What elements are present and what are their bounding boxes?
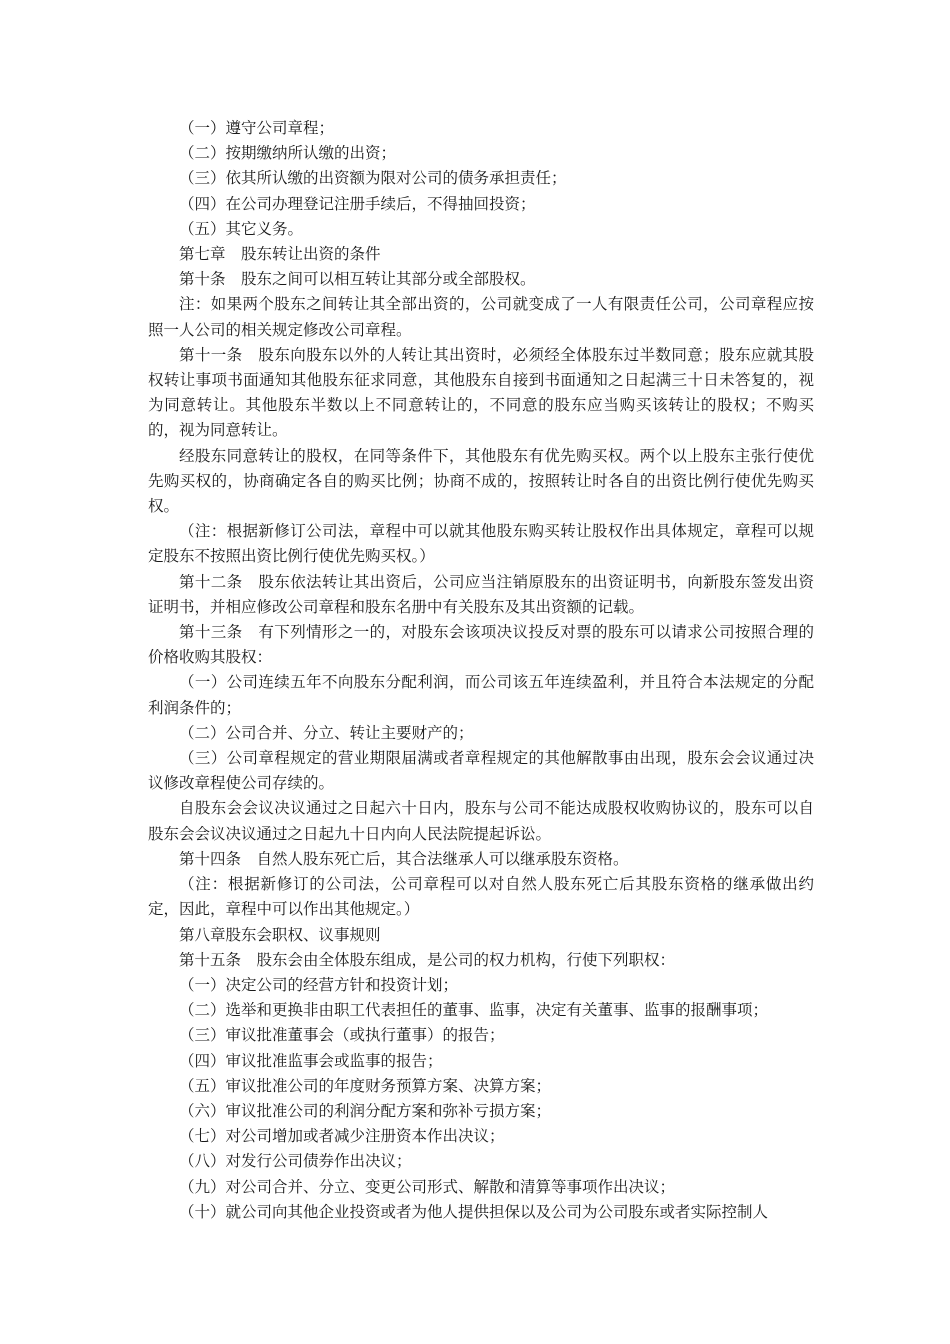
article-13: 第十三条 有下列情形之一的，对股东会该项决议投反对票的股东可以请求公司按照合理的价格收购其股权： [148, 623, 814, 667]
paragraph: （一）决定公司的经营方针和投资计划； [179, 975, 459, 994]
paragraph: （二）选举和更换非由职工代表担任的董事、监事，决定有关董事、监事的报酬事项； [179, 1001, 769, 1020]
paragraph: （四）在公司办理登记注册手续后，不得抽回投资； [179, 194, 536, 213]
paragraph: （一）遵守公司章程； [179, 119, 335, 137]
article-12: 第十二条 股东依法转让其出资后，公司应当注销原股东的出资证明书，向新股东签发出资证明书，并相应修改公司章程和股东名册中有关股东及其出资额的记载。 [148, 572, 814, 616]
paragraph: （二）公司合并、分立、转让主要财产的； [179, 723, 474, 742]
note-paragraph: 注：如果两个股东之间转让其全部出资的，公司就变成了一人有限责任公司，公司章程应按照一人公司的相关规定修改公司章程。 [148, 295, 814, 339]
paragraph: （九）对公司合并、分立、变更公司形式、解散和清算等事项作出决议； [179, 1177, 676, 1196]
paragraph: 经股东同意转让的股权，在同等条件下，其他股东有优先购买权。两个以上股东主张行使优先购买权的，协商确定各自的购买比例；协商不成的，按照转让时各自的出资比例行使优先购买权。 [148, 446, 814, 516]
chapter-heading: 第七章 股东转让出资的条件 [179, 245, 381, 264]
chapter-heading: 第八章股东会职权、议事规则 [179, 925, 381, 944]
paragraph: （三）审议批准董事会（或执行董事）的报告； [179, 1026, 505, 1045]
note-paragraph: （注：根据新修订的公司法，公司章程可以对自然人股东死亡后其股东资格的继承做出约定，因此，章程中可以作出其他规定。） [148, 875, 814, 919]
paragraph: 自股东会会议决议通过之日起六十日内，股东与公司不能达成股权收购协议的，股东可以自股东会会议决议通过之日起九十日内向人民法院提起诉讼。 [148, 799, 814, 843]
paragraph: （三）依其所认缴的出资额为限对公司的债务承担责任； [179, 169, 567, 188]
paragraph: （七）对公司增加或者减少注册资本作出决议； [179, 1127, 505, 1146]
paragraph: （四）审议批准监事会或监事的报告； [179, 1051, 443, 1070]
paragraph: （三）公司章程规定的营业期限届满或者章程规定的其他解散事由出现，股东会会议通过决议修改章程使公司存续的。 [148, 749, 814, 793]
paragraph: （五）审议批准公司的年度财务预算方案、决算方案； [179, 1076, 552, 1095]
article-10: 第十条 股东之间可以相互转让其部分或全部股权。 [179, 270, 536, 289]
paragraph: （十）就公司向其他企业投资或者为他人提供担保以及公司为公司股东或者实际控制人 [179, 1202, 769, 1221]
paragraph: （五）其它义务。 [179, 219, 304, 238]
paragraph: （八）对发行公司债券作出决议； [179, 1152, 412, 1171]
paragraph: （六）审议批准公司的利润分配方案和弥补亏损方案； [179, 1101, 552, 1120]
article-14: 第十四条 自然人股东死亡后，其合法继承人可以继承股东资格。 [179, 849, 629, 868]
article-11: 第十一条 股东向股东以外的人转让其出资时，必须经全体股东过半数同意；股东应就其股权转让事项书面通知其他股东征求同意，其他股东自接到书面通知之日起满三十日未答复的，视为同意转让。其他股东半数以上不同意转让的，不同意的股东应当购买该转让的股权；不购买的，视为同意转让。 [148, 345, 814, 440]
document-body [148, 116, 814, 1225]
note-paragraph: （注：根据新修订公司法，章程中可以就其他股东购买转让股权作出具体规定，章程可以规定股东不按照出资比例行使优先购买权。） [148, 522, 814, 566]
article-15: 第十五条 股东会由全体股东组成，是公司的权力机构，行使下列职权： [179, 950, 676, 969]
paragraph: （二）按期缴纳所认缴的出资； [179, 144, 397, 163]
paragraph: （一）公司连续五年不向股东分配利润，而公司该五年连续盈利，并且符合本法规定的分配利润条件的； [148, 673, 814, 717]
